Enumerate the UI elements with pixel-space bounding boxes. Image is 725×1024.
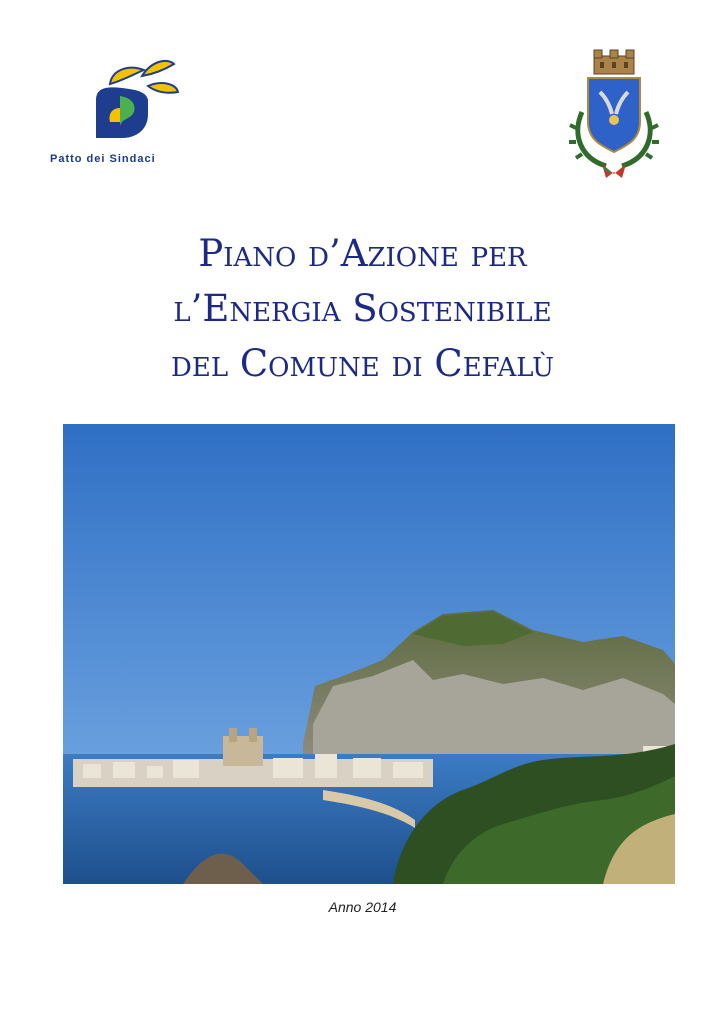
cefalu-landscape-photo — [63, 424, 675, 884]
coat-of-arms-icon — [566, 48, 662, 184]
covenant-logo-caption: Patto dei Sindaci — [50, 153, 156, 165]
title-line-2: l’Energia Sostenibile — [173, 287, 552, 330]
title-line-1: Piano d’Azione per — [198, 232, 527, 275]
covenant-of-mayors-logo — [50, 52, 210, 177]
title-line-3: del Comune di Cefalù — [171, 342, 554, 385]
document-title — [0, 226, 725, 391]
covenant-logo-icon — [92, 56, 192, 151]
municipal-crest — [566, 48, 662, 189]
publication-year: Anno 2014 — [328, 899, 397, 915]
